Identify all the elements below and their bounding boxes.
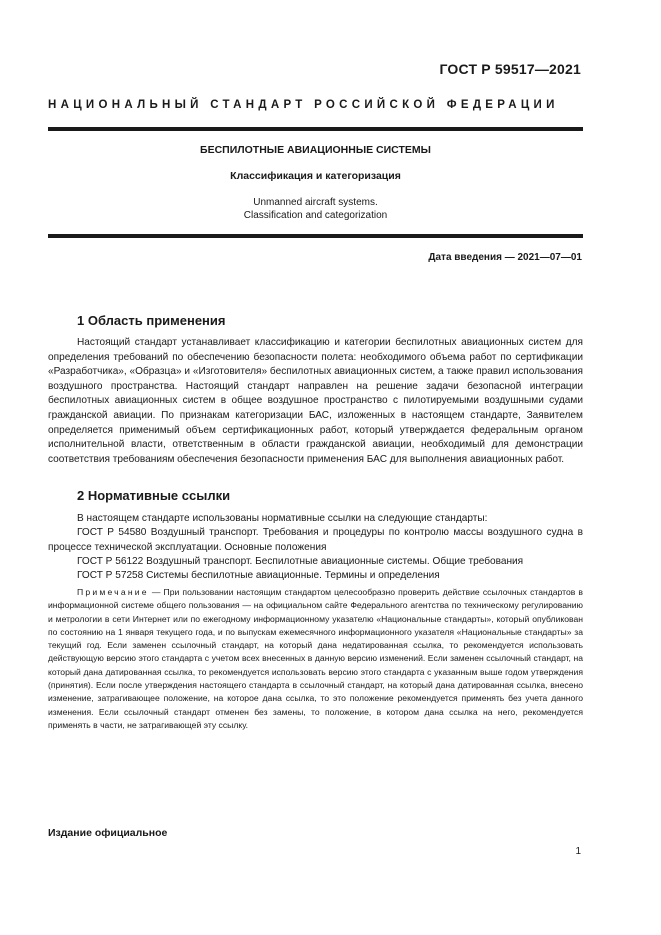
title-english-line-2: Classification and categorization [243,210,388,221]
title-english-line-1: Unmanned aircraft systems. [253,197,378,208]
official-edition-label: Издание официальное [48,827,168,839]
normative-references [48,512,583,583]
reference-item: ГОСТ Р 57258 Системы беспилотные авиационные. Термины и определения [77,570,440,582]
introduction-date: Дата введения — 2021—07—01 [428,252,582,263]
reference-item: ГОСТ Р 54580 Воздушный транспорт. Требования и процедуры по контролю массы воздушного судна в процессе технической эксплуатации. Основные положения [48,527,583,553]
note-label: Примечание [77,587,149,597]
top-divider [48,127,583,131]
title-english [48,196,583,222]
title-russian: БЕСПИЛОТНЫЕ АВИАЦИОННЫЕ СИСТЕМЫ [200,144,431,156]
section-1-text [48,336,583,467]
reference-item: ГОСТ Р 56122 Воздушный транспорт. Беспилотные авиационные системы. Общие требования [77,555,524,567]
section-1-paragraph: Настоящий стандарт устанавливает классификацию и категории беспилотных авиационных систем для определения требований по обеспечению безопасности полета: необходимого объема работ по сертификации «Разработчика», «Образца» и «Изготовителя» беспилотных авиационных систем, а также правил использования воздушного пространства. Настоящий стандарт направлен на решение задачи безопасной интеграции беспилотных авиационных систем в общее воздушное пространство с пилотируемыми воздушными судами гражданской авиации. По признакам категоризации БАС, изложенных в настоящем стандарте, Заявителем определяется применимый объем сертификационных работ, который утверждается федеральным органом исполнительной власти, ответственным в области гражданской авиации, необходимый для демонстрации соответствия требованиям обеспечения безопасности применения БАС для выполнения авиационных работ. [48,337,583,465]
subtitle-russian: Классификация и категоризация [230,170,401,182]
page-number: 1 [575,846,581,857]
national-standard-banner: НАЦИОНАЛЬНЫЙ СТАНДАРТ РОССИЙСКОЙ ФЕДЕРАЦИИ [48,99,559,111]
references-note [48,586,583,732]
bottom-divider [48,234,583,238]
document-code: ГОСТ Р 59517—2021 [439,61,581,77]
note-text: — При пользовании настоящим стандартом целесообразно проверить действие ссылочных стандартов в информационной системе общего пользования — на официальном сайте Федерального агентства по техническому регулированию и метрологии в сети Интернет или по ежегодному информационному указателю «Национальные стандарты», который опубликован по состоянию на 1 января текущего года, и по выпускам ежемесячного информационного указателя «Национальные стандарты» за текущий год. Если заменен ссылочный стандарт, на который дана недатированная ссылка, то рекомендуется использовать действующую версию этого стандарта с учетом всех внесенных в данную версию изменений. Если заменен ссылочный стандарт, на который дана датированная ссылка, то рекомендуется использовать версию этого стандарта с указанным выше годом утверждения (принятия). Если после утверждения настоящего стандарта в ссылочный стандарт, на который дана датированная ссылка, внесено изменение, затрагивающее положение, на которое дана ссылка, то это положение рекомендуется применять без учета данного изменения. Если ссылочный стандарт отменен без замены, то положение, в котором дана ссылка на него, рекомендуется применять в части, не затрагивающей эту ссылку. [48,587,583,730]
section-1-heading: 1 Область применения [77,313,226,328]
references-intro: В настоящем стандарте использованы нормативные ссылки на следующие стандарты: [77,513,488,524]
section-2-heading: 2 Нормативные ссылки [77,488,231,503]
